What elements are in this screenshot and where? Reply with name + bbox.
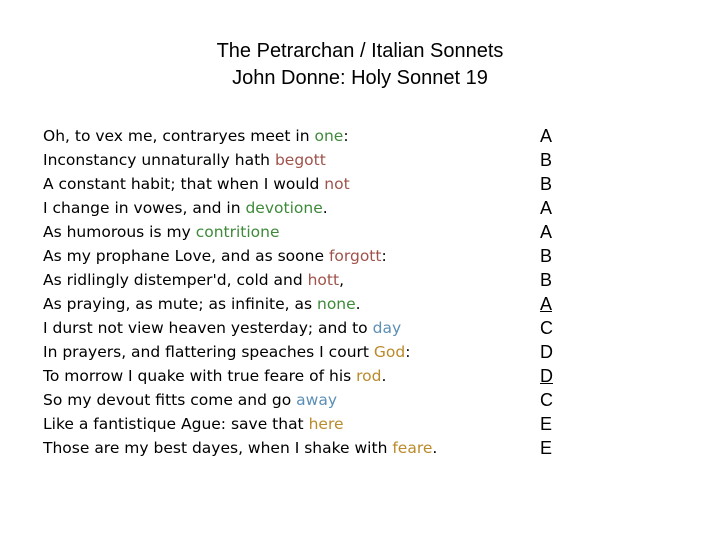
sonnet-line <box>43 220 513 244</box>
rhyme-letter: B <box>540 270 553 290</box>
line-punctuation: : <box>381 247 387 265</box>
rhyme-word: one <box>314 127 344 145</box>
rhyme-word: away <box>296 391 337 409</box>
sonnet-line <box>43 292 513 316</box>
rhyme-letter: A <box>540 222 553 242</box>
line-text: As humorous is my <box>43 223 196 241</box>
line-text: Those are my best dayes, when I shake with <box>43 439 393 457</box>
line-punctuation: . <box>381 367 387 385</box>
rhyme-letter: A <box>540 294 553 314</box>
rhyme-word: God <box>373 343 406 361</box>
rhyme-word: forgott <box>328 247 382 265</box>
line-text: To morrow I quake with true feare of his <box>43 367 357 385</box>
rhyme-word: begott <box>274 151 326 169</box>
sonnet-text <box>43 124 513 460</box>
line-punctuation: . <box>355 295 361 313</box>
rhyme-letter: A <box>540 126 553 146</box>
sonnet-line <box>43 412 513 436</box>
rhyme-word: hott <box>307 271 340 289</box>
sonnet-line <box>43 436 513 460</box>
sonnet-line <box>43 388 513 412</box>
line-punctuation: . <box>432 439 438 457</box>
sonnet-line <box>43 316 513 340</box>
line-text: A constant habit; that when I would <box>43 175 325 193</box>
rhyme-word: rod <box>356 367 382 385</box>
rhyme-letter: E <box>540 438 553 458</box>
sonnet-line <box>43 148 513 172</box>
rhyme-letter: C <box>540 390 553 410</box>
sonnet-line <box>43 124 513 148</box>
line-punctuation: . <box>322 199 328 217</box>
rhyme-letter: B <box>540 246 553 266</box>
sonnet-line <box>43 244 513 268</box>
sonnet-line <box>43 364 513 388</box>
rhyme-letter: E <box>540 414 553 434</box>
rhyme-word: devotione <box>245 199 323 217</box>
title-line-2: John Donne: Holy Sonnet 19 <box>232 67 488 89</box>
line-text: Oh, to vex me, contraryes meet in <box>43 127 315 145</box>
rhyme-letter: C <box>540 318 553 338</box>
rhyme-letter: B <box>540 150 553 170</box>
rhyme-word: contritione <box>195 223 280 241</box>
rhyme-word: feare <box>392 439 433 457</box>
rhyme-word: day <box>372 319 402 337</box>
line-text: So my devout fitts come and go <box>43 391 297 409</box>
sonnet-line <box>43 172 513 196</box>
line-text: In prayers, and flattering speaches I court <box>43 343 374 361</box>
line-punctuation: , <box>339 271 345 289</box>
sonnet-line <box>43 268 513 292</box>
rhyme-scheme-column <box>540 124 570 460</box>
line-punctuation: : <box>405 343 411 361</box>
line-text: Inconstancy unnaturally hath <box>43 151 275 169</box>
line-punctuation: : <box>343 127 349 145</box>
line-text: I durst not view heaven yesterday; and to <box>43 319 373 337</box>
sonnet-line <box>43 196 513 220</box>
line-text: As ridlingly distemper'd, cold and <box>43 271 308 289</box>
rhyme-word: here <box>308 415 344 433</box>
rhyme-letter: B <box>540 174 553 194</box>
line-text: I change in vowes, and in <box>43 199 246 217</box>
title-line-1: The Petrarchan / Italian Sonnets <box>216 40 504 62</box>
rhyme-letter: D <box>540 342 553 362</box>
rhyme-word: none <box>317 295 356 313</box>
line-text: Like a fantistique Ague: save that <box>43 415 309 433</box>
rhyme-word: not <box>324 175 350 193</box>
sonnet-line <box>43 340 513 364</box>
rhyme-letter: D <box>540 366 553 386</box>
line-text: As my prophane Love, and as soone <box>43 247 329 265</box>
line-text: As praying, as mute; as infinite, as <box>43 295 317 313</box>
rhyme-letter: A <box>540 198 553 218</box>
slide-title <box>0 38 720 92</box>
